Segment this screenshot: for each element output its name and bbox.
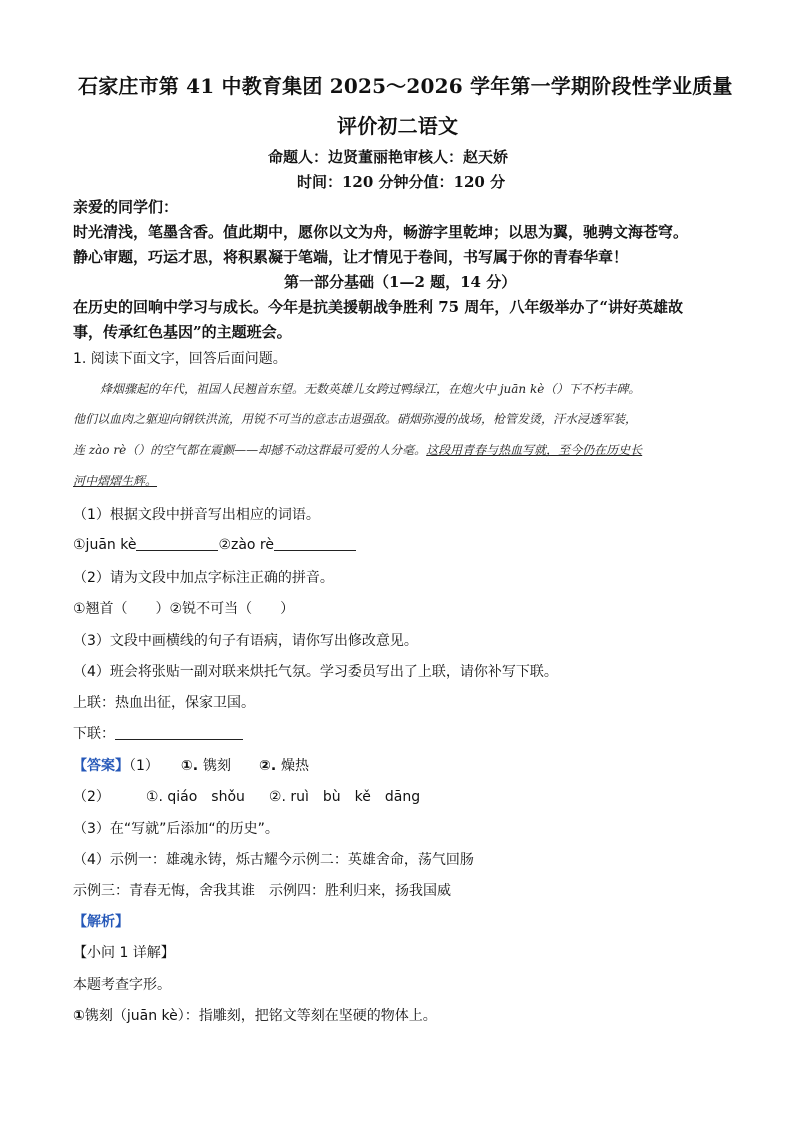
passage-line-1: 烽烟骤起的年代，祖国人民翘首东望。无数英雄儿女跨过鸭绿江，在炮火中 juān kè（）下不朽丰碑。 xyxy=(100,382,641,396)
subq-1-prompt: （1）根据文段中拼音写出相应的词语。 xyxy=(73,507,320,523)
answer-1-item-2: 燥热 xyxy=(281,758,310,774)
subq-1-blank-2-label: ②zào rè xyxy=(218,537,274,553)
answer-2-index: （2） xyxy=(73,789,110,805)
lower-couplet-line xyxy=(73,723,243,743)
lower-couplet-blank[interactable] xyxy=(115,725,243,740)
answer-2-item-2: ②. ruì bù kě dāng xyxy=(268,789,421,805)
passage-line-3-text: 连 zào rè（）的空气都在震颤——却撼不动这群最可爱的人分毫。 xyxy=(73,443,427,457)
subq-1-blank-1-label: ①juān kè xyxy=(73,537,137,553)
analysis-detail-1-text: 镌刻（juān kè）：指雕刻，把铭文等刻在坚硬的物体上。 xyxy=(84,1008,437,1024)
subq-1-blank-1[interactable] xyxy=(136,536,218,551)
subq-2-prompt: （2）请为文段中加点字标注正确的拼音。 xyxy=(73,570,334,586)
greeting: 亲爱的同学们： xyxy=(73,198,179,216)
section-intro-line-1: 在历史的回响中学习与成长。今年是抗美援朝战争胜利 75 周年，八年级举办了“讲好英雄故 xyxy=(73,298,683,316)
analysis-label: 【解析】 xyxy=(73,914,129,930)
upper-couplet: 上联：热血出征，保家卫国。 xyxy=(73,695,255,711)
answer-line-3: （3）在“写就”后添加“的历史”。 xyxy=(73,821,279,837)
analysis-detail-1 xyxy=(73,1005,437,1025)
answer-1-item-1: 镌刻 xyxy=(202,758,231,774)
answer-line-4: （4）示例一：雄魂永铸，烁古耀今示例二：英雄舍命，荡气回肠 xyxy=(73,852,474,868)
intro-line-1: 时光清浅，笔墨含香。值此期中，愿你以文为舟，畅游字里乾坤；以思为翼，驰骋文海苍穹。 xyxy=(73,223,689,241)
analysis-topic: 本题考查字形。 xyxy=(73,977,171,993)
section-heading: 第一部分基础（1—2 题，14 分） xyxy=(284,273,517,291)
exam-title-line1: 石家庄市第 41 中教育集团 2025～2026 学年第一学期阶段性学业质量 xyxy=(78,74,733,98)
section-intro-line-2: 事，传承红色基因”的主题班会。 xyxy=(73,323,292,341)
answer-2-item-1: ①. qiáo shǒu xyxy=(145,789,245,805)
exam-title-line2: 评价初二语文 xyxy=(337,114,459,138)
passage-underlined-sentence-part1: 这段用青春与热血写就，至今仍在历史长 xyxy=(426,443,643,457)
time-score-line: 时间：120 分钟分值：120 分 xyxy=(297,173,506,191)
analysis-detail-1-num: ① xyxy=(73,1008,85,1024)
intro-line-2: 静心审题，巧运才思，将积累凝于笔端，让才情见于卷间，书写属于你的青春华章！ xyxy=(73,248,629,266)
question-1-stem: 1. 阅读下面文字，回答后面问题。 xyxy=(73,351,287,367)
author-line: 命题人：边贤董丽艳审核人：赵天娇 xyxy=(268,148,509,166)
answer-1-item-2-num: ②. xyxy=(258,758,282,774)
answer-line-1 xyxy=(73,755,309,775)
analysis-sub-heading: 【小问 1 详解】 xyxy=(73,945,175,961)
passage-underlined-sentence-part2: 河中熠熠生辉。 xyxy=(73,474,158,488)
subq-4-prompt: （4）班会将张贴一副对联来烘托气氛。学习委员写出了上联，请你补写下联。 xyxy=(73,664,558,680)
lower-couplet-label: 下联： xyxy=(73,726,115,742)
answer-label: 【答案】 xyxy=(73,758,129,774)
passage-line-3 xyxy=(73,441,642,458)
answer-line-5: 示例三：青春无悔，舍我其谁 示例四：胜利归来，扬我国威 xyxy=(73,883,451,899)
subq-1-blank-2[interactable] xyxy=(274,536,356,551)
passage-line-2: 他们以血肉之躯迎向钢铁洪流，用锐不可当的意志击退强敌。硝烟弥漫的战场，枪管发烫，汗水浸透军装， xyxy=(73,412,638,426)
subq-1-blanks xyxy=(73,536,356,553)
answer-line-2 xyxy=(73,786,420,806)
subq-3-prompt: （3）文段中画横线的句子有语病，请你写出修改意见。 xyxy=(73,633,418,649)
answer-1-item-1-num: ①. xyxy=(180,758,203,774)
subq-2-items: ①翘首（ ）②锐不可当（ ） xyxy=(73,601,295,617)
answer-1-index: （1） xyxy=(129,758,159,774)
